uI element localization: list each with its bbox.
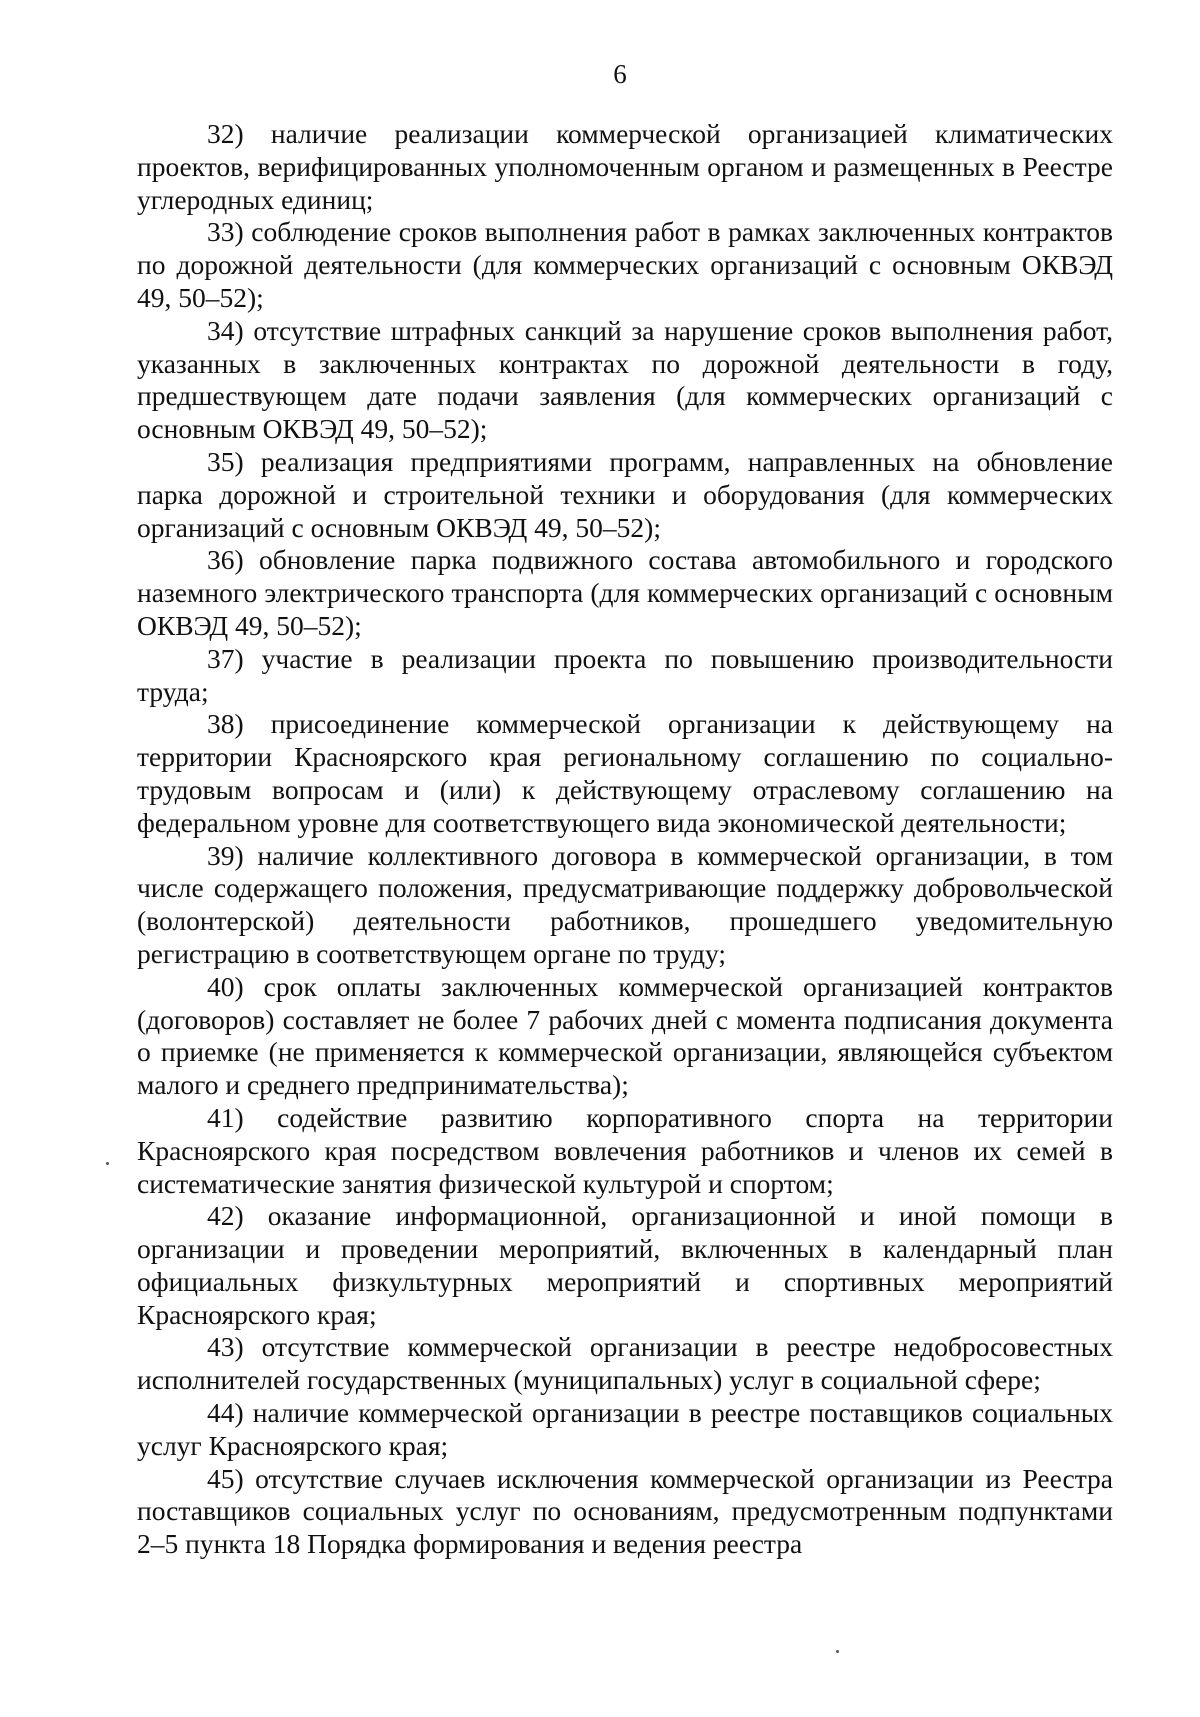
list-item: 40) срок оплаты заключенных коммерческой организацией контрактов (договоров) составляет не более 7 рабочих дней с момента подписания документа о приемке (не применяется к коммерческой организации, являющейся субъектом малого и среднего предпринимательства); (137, 970, 1113, 1101)
scan-speck (106, 1162, 109, 1165)
list-item: 43) отсутствие коммерческой организации в реестре недобросовестных исполнителей государственных (муниципальных) услуг в социальной сфере; (137, 1331, 1113, 1396)
list-item: 36) обновление парка подвижного состава автомобильного и городского наземного электрического транспорта (для коммерческих организаций с основным ОКВЭД 49, 50–52); (137, 544, 1113, 641)
list-item: 33) соблюдение сроков выполнения работ в рамках заключенных контрактов по дорожной деятельности (для коммерческих организаций с основным ОКВЭД 49, 50–52); (137, 216, 1113, 313)
list-item: 44) наличие коммерческой организации в реестре поставщиков социальных услуг Красноярского края; (137, 1397, 1113, 1461)
list-item: 39) наличие коллективного договора в коммерческой организации, в том числе содержащего положения, предусматривающие поддержку добровольческой (волонтерской) деятельности работников, прошедшего уведомительную регистрацию в соответствующем органе по труду; (137, 839, 1113, 969)
document-body (137, 118, 1113, 1561)
list-item: 35) реализация предприятиями программ, направленных на обновление парка дорожной и строительной техники и оборудования (для коммерческих организаций с основным ОКВЭД 49, 50–52); (137, 445, 1113, 543)
list-item: 42) оказание информационной, организационной и иной помощи в организации и проведении мероприятий, включенных в календарный план официальных физкультурных мероприятий и спортивных мероприятий Красноярского края; (137, 1200, 1113, 1330)
list-item: 34) отсутствие штрафных санкций за нарушение сроков выполнения работ, указанных в заключенных контрактах по дорожной деятельности в году, предшествующем дате подачи заявления (для коммерческих организаций с основным ОКВЭД 49, 50–52); (137, 314, 1113, 445)
scan-speck (836, 1650, 839, 1653)
list-item: 37) участие в реализации проекта по повышению производительности труда; (137, 642, 1113, 707)
list-item: 41) содействие развитию корпоративного спорта на территории Красноярского края посредством вовлечения работников и членов их семей в систематические занятия физической культурой и спортом; (137, 1101, 1113, 1199)
page-number: 6 (613, 59, 627, 89)
list-item: 32) наличие реализации коммерческой организацией климатических проектов, верифицированных уполномоченным органом и размещенных в Реестре углеродных единиц; (137, 118, 1113, 215)
list-item: 38) присоединение коммерческой организации к действующему на территории Красноярского края региональному соглашению по социально-трудовым вопросам и (или) к действующему отраслевому соглашению на федеральном уровне для соответствующего вида экономической деятельности; (137, 708, 1113, 838)
list-item: 45) отсутствие случаев исключения коммерческой организации из Реестра поставщиков социальных услуг по основаниям, предусмотренным подпунктами 2–5 пункта 18 Порядка формирования и ведения реестра (137, 1462, 1113, 1560)
